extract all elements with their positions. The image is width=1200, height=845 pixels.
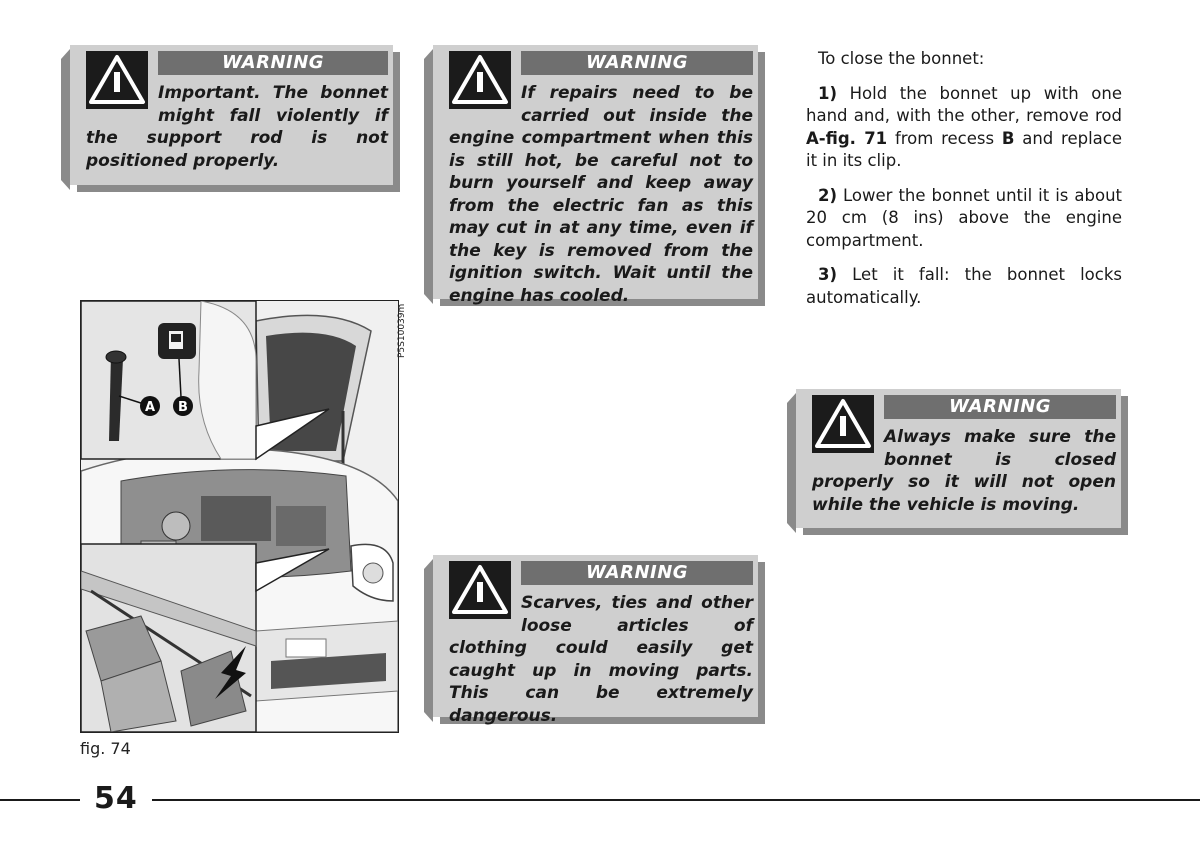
warning-text: If repairs need to be carried out inside the engine compartment when this is still hot, be careful not to burn yourself and keep away from the electric fan as this may cut in at any time, even if the key is removed from the ignition switch. Wait until the engine has cooled. [449,83,753,306]
bonnet-illustration [81,301,398,732]
warning-title: WARNING [158,51,388,75]
footer-rule-left [0,799,80,801]
figure-caption: fig. 74 [80,739,131,758]
label-a: A [144,400,156,415]
warning-box-2 [433,45,765,306]
instruction-step-2: 2) Lower the bonnet until it is about 20 cm (8 ins) above the engine compartment. [806,185,1122,250]
warning-title: WARNING [884,395,1116,419]
svg-text:P5S10039m: P5S10039m [397,303,407,358]
page-number: 54 [94,781,138,816]
instruction-step-1: 1) Hold the bonnet up with one hand and, with the other, remove rod A-fig. 71 from recess B and replace it in its clip. [806,83,1123,170]
warning-title: WARNING [521,51,753,75]
warning-text: Important. The bonnet might fall violently if the support rod is not positioned properly. [86,83,388,171]
warning-text: Scarves, ties and other loose articles of clothing could easily get caught up in moving parts. This can be extremely dangerous. [449,593,753,726]
warning-text: Always make sure the bonnet is closed properly so it will not open while the vehicle is moving. [812,427,1116,515]
warning-box-1 [70,45,400,192]
warning-box-4 [796,389,1128,535]
instructions-intro: To close the bonnet: [818,49,985,68]
figure-bonnet-support [80,300,399,733]
figure-code [394,300,408,360]
warning-title: WARNING [521,561,753,585]
label-b: B [178,400,188,415]
footer-rule-right [152,799,1200,801]
warning-box-3 [433,555,765,724]
instruction-step-3: 3) Let it fall: the bonnet locks automatically. [806,265,1122,307]
instructions [806,48,1122,309]
